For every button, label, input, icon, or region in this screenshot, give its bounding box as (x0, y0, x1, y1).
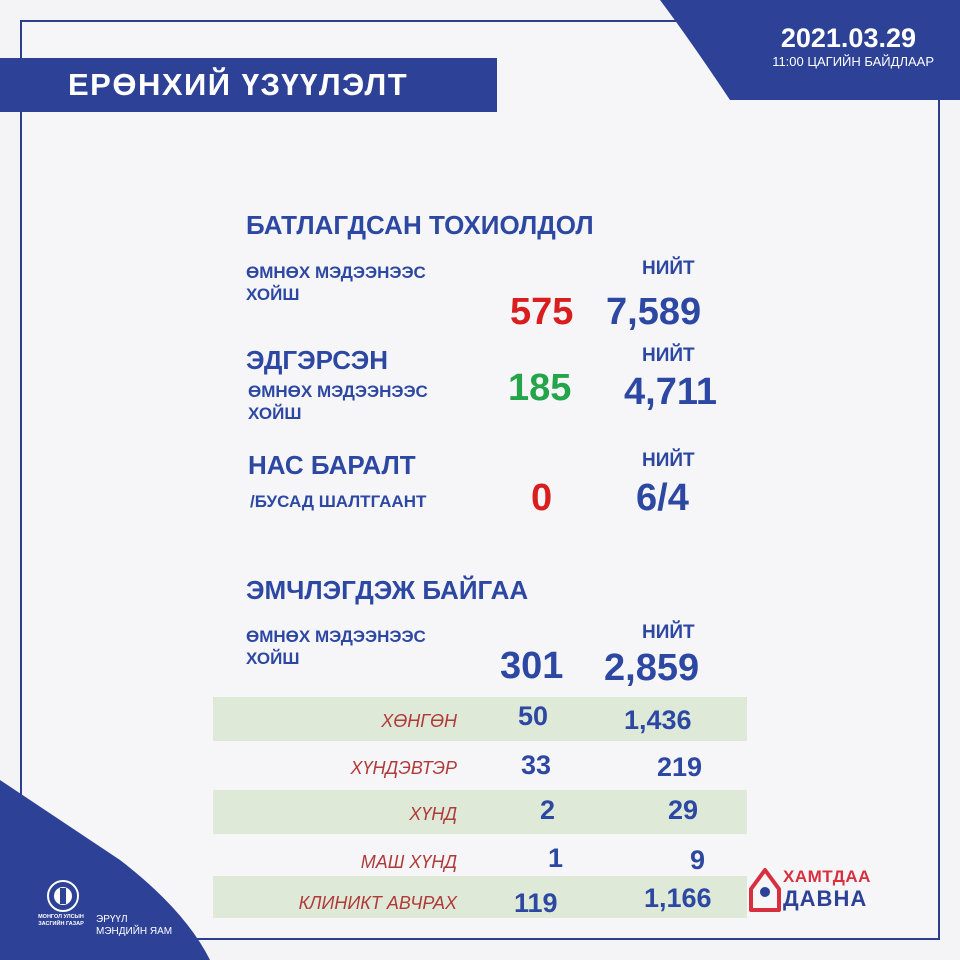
deaths-total-label: НИЙТ (642, 450, 695, 471)
treatment-since-line1: ӨМНӨХ МЭДЭЭНЭЭС (246, 627, 426, 646)
treatment-total-count: 2,859 (604, 647, 700, 689)
confirmed-since-line1: ӨМНӨХ МЭДЭЭНЭЭС (246, 263, 426, 282)
ministry-line2: МЭНДИЙН ЯАМ (96, 926, 173, 937)
severity-label: КЛИНИКТ АВЧРАХ (298, 893, 457, 913)
recovered-total-label: НИЙТ (642, 345, 695, 366)
severity-total-count: 219 (657, 752, 703, 782)
ministry-line1: ЭРҮҮЛ (96, 914, 128, 925)
deaths-total-count: 6/4 (636, 477, 689, 519)
severity-total-count: 9 (690, 845, 706, 875)
severity-label: ХӨНГӨН (381, 711, 457, 731)
confirmed-new-count: 575 (510, 291, 574, 333)
confirmed-total-label: НИЙТ (642, 258, 695, 279)
severity-label: ХҮНДЭВТЭР (350, 758, 457, 778)
treatment-heading: ЭМЧЛЭГДЭЖ БАЙГАА (246, 575, 529, 605)
deaths-heading: НАС БАРАЛТ (248, 450, 416, 480)
deaths-new-count: 0 (531, 477, 553, 519)
logo-line1: ХАМТДАА (783, 867, 871, 886)
ministry-name (96, 914, 172, 938)
table-row-highlight (213, 790, 747, 834)
recovered-new-count: 185 (508, 367, 572, 409)
severity-new-count: 119 (514, 888, 558, 918)
severity-total-count: 1,166 (644, 883, 712, 913)
confirmed-heading: БАТЛАГДСАН ТОХИОЛДОЛ (246, 210, 594, 240)
emblem-caption: МОНГОЛ УЛСЫН ЗАСГИЙН ГАЗАР (38, 914, 84, 927)
confirmed-total-count: 7,589 (606, 291, 702, 333)
treatment-total-label: НИЙТ (642, 622, 695, 643)
severity-new-count: 2 (540, 795, 556, 825)
treatment-since-line2: ХОЙШ (246, 649, 300, 668)
page-title: ЕРӨНХИЙ ҮЗҮҮЛЭЛТ (68, 67, 409, 102)
severity-total-count: 1,436 (624, 705, 692, 735)
recovered-since-line2: ХОЙШ (248, 404, 302, 423)
confirmed-since-line2: ХОЙШ (246, 285, 300, 304)
severity-new-count: 50 (518, 701, 549, 731)
severity-total-count: 29 (668, 795, 699, 825)
deaths-sub-label: /БУСАД ШАЛТГААНТ (250, 492, 427, 511)
severity-label: МАШ ХҮНД (360, 852, 457, 872)
treatment-new-count: 301 (500, 645, 564, 687)
logo-line2: ДАВНА (783, 886, 868, 911)
report-time-note: 11:00 ЦАГИЙН БАЙДЛААР (772, 54, 934, 69)
severity-label: ХҮНД (409, 804, 457, 824)
recovered-heading: ЭДГЭРСЭН (246, 345, 389, 375)
recovered-since-line1: ӨМНӨХ МЭДЭЭНЭЭС (248, 382, 428, 401)
severity-new-count: 33 (521, 750, 552, 780)
report-date: 2021.03.29 (780, 23, 916, 53)
government-emblem-icon (40, 878, 86, 914)
severity-new-count: 1 (548, 843, 564, 873)
recovered-total-count: 4,711 (624, 371, 717, 413)
